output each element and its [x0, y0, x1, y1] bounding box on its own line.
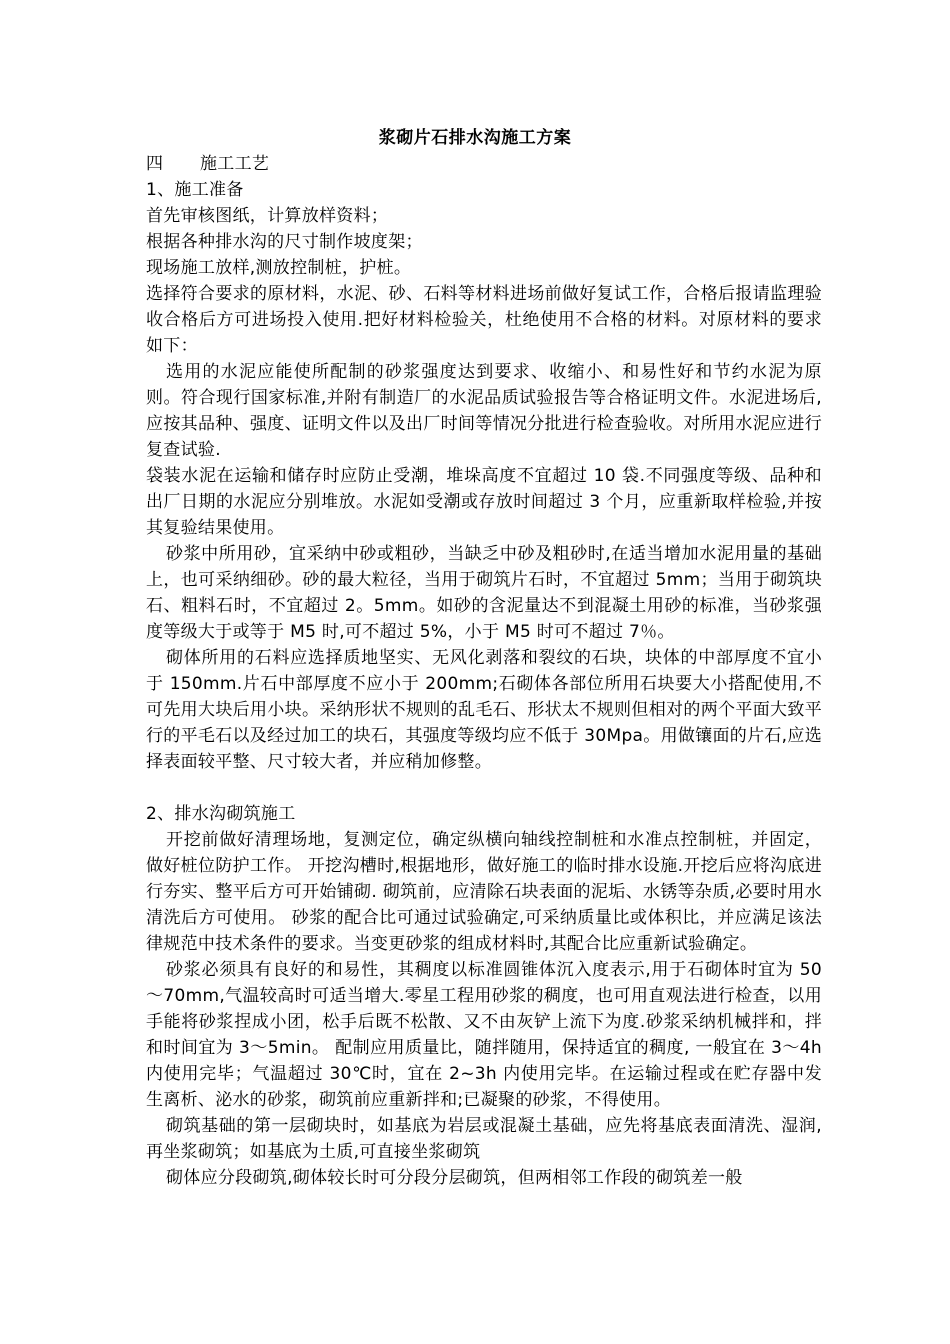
paragraph: 选用的水泥应能使所配制的砂浆强度达到要求、收缩小、和易性好和节约水泥为原则。符合现行国家标准,并附有制造厂的水泥品质试验报告等合格证明文件。水泥进场后,应按其品种、强度、证明文件以及出厂时间等情况分批进行检查验收。对所用水泥应进行复查试验.: [146, 362, 822, 460]
document-title: 浆砌片石排水沟施工方案: [378, 128, 572, 148]
section-title: 施工工艺: [200, 154, 270, 174]
text-line: 根据各种排水沟的尺寸制作坡度架；: [146, 232, 423, 252]
text-line: 首先审核图纸，计算放样资料；: [146, 206, 389, 226]
paragraph: 砌体所用的石料应选择质地坚实、无风化剥落和裂纹的石块，块体的中部厚度不宜小于 150mm.片石中部厚度不应小于 200mm;石砌体各部位所用石块要大小搭配使用,不可先用大块后用小块。采纳形状不规则的乱毛石、形状太不规则但相对的两个平面大致平行的平毛石以及经过加工的块石，其强度等级均应不低于 30Mpa。用做镶面的片石,应选择表面较平整、尺寸较大者，并应稍加修整。: [146, 648, 822, 772]
section-number: 四: [146, 154, 164, 174]
paragraph: 砂浆中所用砂，宜采纳中砂或粗砂，当缺乏中砂及粗砂时,在适当增加水泥用量的基础上，也可采纳细砂。砂的最大粒径，当用于砌筑片石时，不宜超过 5mm；当用于砌筑块石、粗料石时，不宜超过 2。5mm。如砂的含泥量达不到混凝土用砂的标准，当砂浆强度等级大于或等于 M5 时,可不超过 5%，小于 M5 时可不超过 7％。: [146, 544, 822, 642]
paragraph: 砂浆必须具有良好的和易性，其稠度以标准圆锥体沉入度表示,用于石砌体时宜为 50～70mm,气温较高时可适当增大.零星工程用砂浆的稠度，也可用直观法进行检查，以用手能将砂浆捏成小团，松手后既不松散、又不由灰铲上流下为度.砂浆采纳机械拌和，拌和时间宜为 3～5min。 配制应用质量比，随拌随用，保持适宜的稠度, 一般宜在 3～4h 内使用完毕；气温超过 30℃时，宜在 2~3h 内使用完毕。在运输过程或在贮存器中发生离析、泌水的砂浆，砌筑前应重新拌和;已凝聚的砂浆，不得使用。: [146, 960, 822, 1110]
section-heading: [146, 151, 822, 177]
subsection-heading-construction: 2、排水沟砌筑施工: [146, 804, 296, 824]
paragraph: 选择符合要求的原材料，水泥、砂、石料等材料进场前做好复试工作，合格后报请监理验收合格后方可进场投入使用.把好材料检验关，杜绝使用不合格的材料。对原材料的要求如下：: [146, 284, 822, 356]
paragraph: 袋装水泥在运输和储存时应防止受潮，堆垛高度不宜超过 10 袋.不同强度等级、品种和出厂日期的水泥应分别堆放。水泥如受潮或存放时间超过 3 个月，应重新取样检验,并按其复验结果使用。: [146, 466, 822, 538]
text-line: 现场施工放样,测放控制桩，护桩。: [146, 258, 412, 278]
paragraph: 砌体应分段砌筑,砌体较长时可分段分层砌筑，但两相邻工作段的砌筑差一般: [166, 1168, 743, 1188]
subsection-heading-prep: 1、施工准备: [146, 180, 244, 200]
document-body: [146, 151, 822, 1191]
paragraph: 开挖前做好清理场地，复测定位，确定纵横向轴线控制桩和水准点控制桩，并固定，做好桩位防护工作。 开挖沟槽时,根据地形，做好施工的临时排水设施.开挖后应将沟底进行夯实、整平后方可开始铺砌. 砌筑前，应清除石块表面的泥垢、水锈等杂质,必要时用水清洗后方可使用。 砂浆的配合比可通过试验确定,可采纳质量比或体积比，并应满足该法律规范中技术条件的要求。当变更砂浆的组成材料时,其配合比应重新试验确定。: [146, 830, 822, 954]
paragraph: 砌筑基础的第一层砌块时，如基底为岩层或混凝土基础，应先将基底表面清洗、湿润,再坐浆砌筑；如基底为土质,可直接坐浆砌筑: [146, 1116, 822, 1162]
